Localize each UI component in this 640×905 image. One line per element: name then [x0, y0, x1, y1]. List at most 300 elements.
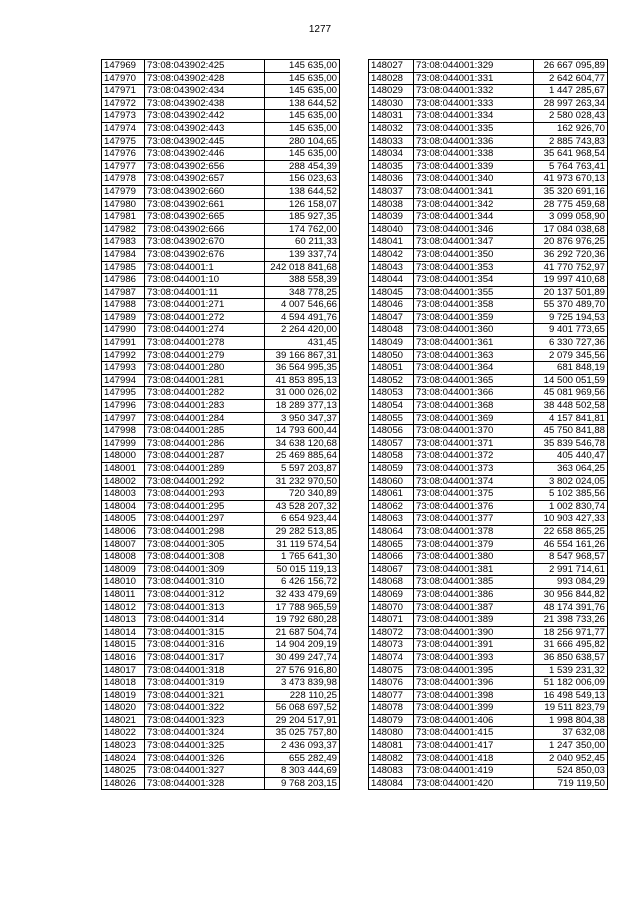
- cadastral-number-cell: 73:08:044001:359: [414, 311, 534, 324]
- record-number-cell: 148032: [369, 122, 414, 135]
- amount-cell: 2 885 743,83: [534, 135, 608, 148]
- table-row: [369, 261, 608, 274]
- table-row: [369, 211, 608, 224]
- cadastral-number-cell: 73:08:043902:425: [145, 60, 265, 73]
- table-row: [102, 337, 340, 350]
- amount-cell: 17 084 038,68: [534, 223, 608, 236]
- amount-cell: 37 632,08: [534, 727, 608, 740]
- record-number-cell: 147993: [102, 362, 145, 375]
- amount-cell: 4 157 841,81: [534, 412, 608, 425]
- table-row: [102, 362, 340, 375]
- amount-cell: 1 447 285,67: [534, 85, 608, 98]
- table-row: [369, 185, 608, 198]
- record-number-cell: 148019: [102, 689, 145, 702]
- cadastral-number-cell: 73:08:044001:390: [414, 626, 534, 639]
- cadastral-number-cell: 73:08:044001:387: [414, 601, 534, 614]
- record-number-cell: 148036: [369, 173, 414, 186]
- record-number-cell: 148054: [369, 400, 414, 413]
- record-number-cell: 147972: [102, 97, 145, 110]
- cadastral-number-cell: 73:08:044001:360: [414, 324, 534, 337]
- record-number-cell: 148026: [102, 777, 145, 790]
- cadastral-number-cell: 73:08:044001:381: [414, 563, 534, 576]
- table-row: [369, 664, 608, 677]
- cadastral-number-cell: 73:08:044001:286: [145, 437, 265, 450]
- record-number-cell: 147988: [102, 299, 145, 312]
- record-number-cell: 148064: [369, 525, 414, 538]
- record-number-cell: 148062: [369, 500, 414, 513]
- cadastral-number-cell: 73:08:044001:336: [414, 135, 534, 148]
- right-table-body: [369, 60, 608, 790]
- table-row: [369, 110, 608, 123]
- cadastral-number-cell: 73:08:044001:283: [145, 400, 265, 413]
- amount-cell: 1 998 804,38: [534, 714, 608, 727]
- table-row: [369, 286, 608, 299]
- amount-cell: 2 040 952,45: [534, 752, 608, 765]
- amount-cell: 156 023,63: [265, 173, 340, 186]
- cadastral-number-cell: 73:08:044001:420: [414, 777, 534, 790]
- cadastral-number-cell: 73:08:044001:366: [414, 387, 534, 400]
- cadastral-number-cell: 73:08:044001:319: [145, 677, 265, 690]
- record-number-cell: 148070: [369, 601, 414, 614]
- table-row: [369, 500, 608, 513]
- record-number-cell: 148084: [369, 777, 414, 790]
- amount-cell: 145 635,00: [265, 85, 340, 98]
- table-row: [102, 110, 340, 123]
- table-row: [369, 626, 608, 639]
- table-row: [369, 337, 608, 350]
- table-row: [369, 72, 608, 85]
- amount-cell: 138 644,52: [265, 97, 340, 110]
- amount-cell: 20 137 501,89: [534, 286, 608, 299]
- amount-cell: 18 289 377,13: [265, 400, 340, 413]
- amount-cell: 145 635,00: [265, 122, 340, 135]
- amount-cell: 41 973 670,13: [534, 173, 608, 186]
- table-row: [102, 412, 340, 425]
- record-number-cell: 148025: [102, 765, 145, 778]
- cadastral-number-cell: 73:08:044001:391: [414, 639, 534, 652]
- table-row: [102, 211, 340, 224]
- amount-cell: 30 956 844,82: [534, 588, 608, 601]
- amount-cell: 655 282,49: [265, 752, 340, 765]
- record-number-cell: 148014: [102, 626, 145, 639]
- record-number-cell: 148069: [369, 588, 414, 601]
- table-row: [102, 551, 340, 564]
- record-number-cell: 148048: [369, 324, 414, 337]
- record-number-cell: 148060: [369, 475, 414, 488]
- table-row: [369, 614, 608, 627]
- table-row: [369, 538, 608, 551]
- cadastral-number-cell: 73:08:044001:323: [145, 714, 265, 727]
- cadastral-number-cell: 73:08:044001:285: [145, 425, 265, 438]
- cadastral-number-cell: 73:08:044001:371: [414, 437, 534, 450]
- record-number-cell: 148083: [369, 765, 414, 778]
- table-row: [102, 286, 340, 299]
- cadastral-number-cell: 73:08:044001:287: [145, 450, 265, 463]
- table-row: [102, 576, 340, 589]
- record-number-cell: 148079: [369, 714, 414, 727]
- amount-cell: 524 850,03: [534, 765, 608, 778]
- record-number-cell: 148034: [369, 148, 414, 161]
- amount-cell: 31 119 574,54: [265, 538, 340, 551]
- record-number-cell: 148003: [102, 488, 145, 501]
- record-number-cell: 148074: [369, 651, 414, 664]
- amount-cell: 242 018 841,68: [265, 261, 340, 274]
- amount-cell: 185 927,35: [265, 211, 340, 224]
- cadastral-number-cell: 73:08:044001:317: [145, 651, 265, 664]
- table-row: [369, 437, 608, 450]
- amount-cell: 2 580 028,43: [534, 110, 608, 123]
- record-number-cell: 147999: [102, 437, 145, 450]
- cadastral-number-cell: 73:08:044001:316: [145, 639, 265, 652]
- amount-cell: 21 687 504,74: [265, 626, 340, 639]
- left-table-body: [102, 60, 340, 790]
- record-number-cell: 148013: [102, 614, 145, 627]
- cadastral-number-cell: 73:08:044001:332: [414, 85, 534, 98]
- cadastral-number-cell: 73:08:044001:297: [145, 513, 265, 526]
- amount-cell: 6 654 923,44: [265, 513, 340, 526]
- table-row: [102, 261, 340, 274]
- record-number-cell: 147985: [102, 261, 145, 274]
- cadastral-number-cell: 73:08:044001:280: [145, 362, 265, 375]
- cadastral-number-cell: 73:08:044001:322: [145, 702, 265, 715]
- cadastral-number-cell: 73:08:044001:385: [414, 576, 534, 589]
- cadastral-number-cell: 73:08:044001:350: [414, 248, 534, 261]
- table-row: [369, 412, 608, 425]
- amount-cell: 31 000 026,02: [265, 387, 340, 400]
- amount-cell: 1 539 231,32: [534, 664, 608, 677]
- table-row: [102, 463, 340, 476]
- cadastral-number-cell: 73:08:043902:443: [145, 122, 265, 135]
- cadastral-number-cell: 73:08:044001:368: [414, 400, 534, 413]
- table-row: [102, 525, 340, 538]
- amount-cell: 19 792 680,28: [265, 614, 340, 627]
- amount-cell: 388 558,39: [265, 274, 340, 287]
- record-number-cell: 148009: [102, 563, 145, 576]
- table-row: [369, 651, 608, 664]
- cadastral-number-cell: 73:08:044001:329: [414, 60, 534, 73]
- record-number-cell: 148047: [369, 311, 414, 324]
- amount-cell: 36 564 995,35: [265, 362, 340, 375]
- record-number-cell: 148030: [369, 97, 414, 110]
- cadastral-number-cell: 73:08:044001:396: [414, 677, 534, 690]
- cadastral-number-cell: 73:08:044001:355: [414, 286, 534, 299]
- cadastral-number-cell: 73:08:044001:295: [145, 500, 265, 513]
- table-row: [369, 173, 608, 186]
- record-number-cell: 148027: [369, 60, 414, 73]
- amount-cell: 29 282 513,85: [265, 525, 340, 538]
- amount-cell: 280 104,65: [265, 135, 340, 148]
- amount-cell: 8 303 444,69: [265, 765, 340, 778]
- amount-cell: 1 247 350,00: [534, 740, 608, 753]
- cadastral-number-cell: 73:08:044001:346: [414, 223, 534, 236]
- table-row: [102, 714, 340, 727]
- cadastral-number-cell: 73:08:044001:399: [414, 702, 534, 715]
- record-number-cell: 148078: [369, 702, 414, 715]
- cadastral-number-cell: 73:08:044001:321: [145, 689, 265, 702]
- amount-cell: 19 511 823,79: [534, 702, 608, 715]
- amount-cell: 8 547 968,57: [534, 551, 608, 564]
- table-row: [369, 689, 608, 702]
- amount-cell: 20 876 976,25: [534, 236, 608, 249]
- record-number-cell: 147997: [102, 412, 145, 425]
- table-row: [102, 85, 340, 98]
- amount-cell: 139 337,74: [265, 248, 340, 261]
- amount-cell: 41 770 752,97: [534, 261, 608, 274]
- amount-cell: 3 802 024,05: [534, 475, 608, 488]
- cadastral-number-cell: 73:08:044001:370: [414, 425, 534, 438]
- amount-cell: 14 500 051,59: [534, 374, 608, 387]
- amount-cell: 17 788 965,59: [265, 601, 340, 614]
- cadastral-number-cell: 73:08:043902:666: [145, 223, 265, 236]
- table-row: [102, 299, 340, 312]
- amount-cell: 174 762,00: [265, 223, 340, 236]
- table-row: [102, 311, 340, 324]
- cadastral-number-cell: 73:08:044001:309: [145, 563, 265, 576]
- cadastral-number-cell: 73:08:044001:11: [145, 286, 265, 299]
- table-row: [102, 538, 340, 551]
- table-row: [102, 563, 340, 576]
- cadastral-number-cell: 73:08:044001:338: [414, 148, 534, 161]
- cadastral-number-cell: 73:08:044001:344: [414, 211, 534, 224]
- cadastral-number-cell: 73:08:044001:305: [145, 538, 265, 551]
- cadastral-number-cell: 73:08:044001:289: [145, 463, 265, 476]
- cadastral-number-cell: 73:08:044001:395: [414, 664, 534, 677]
- record-number-cell: 147992: [102, 349, 145, 362]
- table-row: [369, 450, 608, 463]
- amount-cell: 2 264 420,00: [265, 324, 340, 337]
- cadastral-number-cell: 73:08:044001:398: [414, 689, 534, 702]
- record-number-cell: 148044: [369, 274, 414, 287]
- table-row: [369, 752, 608, 765]
- amount-cell: 228 110,25: [265, 689, 340, 702]
- amount-cell: 36 850 638,57: [534, 651, 608, 664]
- cadastral-number-cell: 73:08:044001:380: [414, 551, 534, 564]
- cadastral-number-cell: 73:08:043902:660: [145, 185, 265, 198]
- cadastral-number-cell: 73:08:044001:341: [414, 185, 534, 198]
- table-row: [369, 777, 608, 790]
- record-number-cell: 148029: [369, 85, 414, 98]
- cadastral-number-cell: 73:08:044001:327: [145, 765, 265, 778]
- amount-cell: 5 764 763,41: [534, 160, 608, 173]
- record-number-cell: 148028: [369, 72, 414, 85]
- record-number-cell: 148063: [369, 513, 414, 526]
- table-row: [102, 349, 340, 362]
- amount-cell: 56 068 697,52: [265, 702, 340, 715]
- record-number-cell: 148041: [369, 236, 414, 249]
- cadastral-number-cell: 73:08:044001:271: [145, 299, 265, 312]
- record-number-cell: 148081: [369, 740, 414, 753]
- record-number-cell: 148058: [369, 450, 414, 463]
- record-number-cell: 147986: [102, 274, 145, 287]
- cadastral-number-cell: 73:08:043902:445: [145, 135, 265, 148]
- amount-cell: 3 473 839,98: [265, 677, 340, 690]
- record-number-cell: 147989: [102, 311, 145, 324]
- table-row: [369, 551, 608, 564]
- record-number-cell: 148031: [369, 110, 414, 123]
- cadastral-number-cell: 73:08:044001:312: [145, 588, 265, 601]
- cadastral-number-cell: 73:08:044001:1: [145, 261, 265, 274]
- cadastral-number-cell: 73:08:044001:358: [414, 299, 534, 312]
- record-number-cell: 148033: [369, 135, 414, 148]
- record-number-cell: 148008: [102, 551, 145, 564]
- amount-cell: 3 950 347,37: [265, 412, 340, 425]
- amount-cell: 993 084,29: [534, 576, 608, 589]
- cadastral-number-cell: 73:08:043902:434: [145, 85, 265, 98]
- record-number-cell: 147975: [102, 135, 145, 148]
- amount-cell: 25 469 885,64: [265, 450, 340, 463]
- amount-cell: 18 256 971,77: [534, 626, 608, 639]
- record-number-cell: 148037: [369, 185, 414, 198]
- amount-cell: 1 002 830,74: [534, 500, 608, 513]
- cadastral-number-cell: 73:08:044001:369: [414, 412, 534, 425]
- table-row: [102, 601, 340, 614]
- table-row: [102, 702, 340, 715]
- cadastral-number-cell: 73:08:044001:342: [414, 198, 534, 211]
- amount-cell: 6 426 156,72: [265, 576, 340, 589]
- record-number-cell: 147984: [102, 248, 145, 261]
- record-number-cell: 148011: [102, 588, 145, 601]
- cadastral-number-cell: 73:08:044001:318: [145, 664, 265, 677]
- record-number-cell: 147970: [102, 72, 145, 85]
- record-number-cell: 148066: [369, 551, 414, 564]
- amount-cell: 31 232 970,50: [265, 475, 340, 488]
- amount-cell: 1 765 641,30: [265, 551, 340, 564]
- table-row: [369, 525, 608, 538]
- amount-cell: 14 904 209,19: [265, 639, 340, 652]
- table-row: [369, 475, 608, 488]
- table-row: [369, 248, 608, 261]
- record-number-cell: 148071: [369, 614, 414, 627]
- amount-cell: 50 015 119,13: [265, 563, 340, 576]
- record-number-cell: 148039: [369, 211, 414, 224]
- table-row: [369, 198, 608, 211]
- cadastral-number-cell: 73:08:044001:298: [145, 525, 265, 538]
- cadastral-number-cell: 73:08:044001:310: [145, 576, 265, 589]
- amount-cell: 22 658 865,25: [534, 525, 608, 538]
- table-row: [369, 135, 608, 148]
- record-number-cell: 147995: [102, 387, 145, 400]
- record-number-cell: 147987: [102, 286, 145, 299]
- table-row: [369, 274, 608, 287]
- record-number-cell: 148056: [369, 425, 414, 438]
- record-number-cell: 147971: [102, 85, 145, 98]
- cadastral-number-cell: 73:08:044001:354: [414, 274, 534, 287]
- record-number-cell: 147998: [102, 425, 145, 438]
- record-number-cell: 148061: [369, 488, 414, 501]
- cadastral-number-cell: 73:08:043902:438: [145, 97, 265, 110]
- cadastral-number-cell: 73:08:044001:361: [414, 337, 534, 350]
- cadastral-number-cell: 73:08:043902:657: [145, 173, 265, 186]
- cadastral-number-cell: 73:08:044001:372: [414, 450, 534, 463]
- record-number-cell: 148057: [369, 437, 414, 450]
- table-row: [102, 160, 340, 173]
- cadastral-number-cell: 73:08:044001:313: [145, 601, 265, 614]
- amount-cell: 9 768 203,15: [265, 777, 340, 790]
- cadastral-number-cell: 73:08:044001:376: [414, 500, 534, 513]
- table-row: [102, 148, 340, 161]
- amount-cell: 35 839 546,78: [534, 437, 608, 450]
- record-number-cell: 148016: [102, 651, 145, 664]
- table-row: [102, 173, 340, 186]
- cadastral-number-cell: 73:08:043902:446: [145, 148, 265, 161]
- record-number-cell: 147980: [102, 198, 145, 211]
- cadastral-number-cell: 73:08:044001:417: [414, 740, 534, 753]
- table-row: [369, 588, 608, 601]
- cadastral-number-cell: 73:08:044001:284: [145, 412, 265, 425]
- record-number-cell: 148004: [102, 500, 145, 513]
- table-row: [369, 702, 608, 715]
- table-row: [102, 198, 340, 211]
- amount-cell: 4 007 546,66: [265, 299, 340, 312]
- record-number-cell: 148075: [369, 664, 414, 677]
- cadastral-number-cell: 73:08:044001:419: [414, 765, 534, 778]
- cadastral-number-cell: 73:08:044001:363: [414, 349, 534, 362]
- table-row: [102, 425, 340, 438]
- record-number-cell: 147976: [102, 148, 145, 161]
- table-row: [369, 563, 608, 576]
- record-number-cell: 148018: [102, 677, 145, 690]
- cadastral-number-cell: 73:08:044001:339: [414, 160, 534, 173]
- table-row: [369, 714, 608, 727]
- table-row: [102, 387, 340, 400]
- amount-cell: 2 991 714,61: [534, 563, 608, 576]
- table-row: [102, 60, 340, 73]
- page-number: 1277: [308, 24, 332, 35]
- table-row: [102, 639, 340, 652]
- table-row: [102, 651, 340, 664]
- cadastral-number-cell: 73:08:044001:315: [145, 626, 265, 639]
- table-row: [369, 488, 608, 501]
- amount-cell: 30 499 247,74: [265, 651, 340, 664]
- table-row: [369, 513, 608, 526]
- table-row: [369, 740, 608, 753]
- table-row: [102, 740, 340, 753]
- amount-cell: 27 576 916,80: [265, 664, 340, 677]
- record-number-cell: 148015: [102, 639, 145, 652]
- cadastral-number-cell: 73:08:044001:364: [414, 362, 534, 375]
- table-row: [102, 777, 340, 790]
- cadastral-number-cell: 73:08:044001:334: [414, 110, 534, 123]
- record-number-cell: 148067: [369, 563, 414, 576]
- amount-cell: 348 778,25: [265, 286, 340, 299]
- cadastral-number-cell: 73:08:044001:325: [145, 740, 265, 753]
- amount-cell: 32 433 479,69: [265, 588, 340, 601]
- table-row: [102, 274, 340, 287]
- cadastral-number-cell: 73:08:044001:326: [145, 752, 265, 765]
- amount-cell: 60 211,33: [265, 236, 340, 249]
- record-number-cell: 148077: [369, 689, 414, 702]
- cadastral-number-cell: 73:08:044001:377: [414, 513, 534, 526]
- table-row: [102, 437, 340, 450]
- record-number-cell: 148021: [102, 714, 145, 727]
- amount-cell: 720 340,89: [265, 488, 340, 501]
- amount-cell: 5 102 385,56: [534, 488, 608, 501]
- amount-cell: 681 848,19: [534, 362, 608, 375]
- record-number-cell: 148022: [102, 727, 145, 740]
- table-row: [102, 727, 340, 740]
- amount-cell: 2 436 093,37: [265, 740, 340, 753]
- record-number-cell: 147983: [102, 236, 145, 249]
- record-number-cell: 148020: [102, 702, 145, 715]
- record-number-cell: 148001: [102, 463, 145, 476]
- table-row: [102, 588, 340, 601]
- amount-cell: 162 926,70: [534, 122, 608, 135]
- cadastral-number-cell: 73:08:044001:324: [145, 727, 265, 740]
- record-number-cell: 148017: [102, 664, 145, 677]
- record-number-cell: 148023: [102, 740, 145, 753]
- amount-cell: 9 725 194,53: [534, 311, 608, 324]
- amount-cell: 48 174 391,76: [534, 601, 608, 614]
